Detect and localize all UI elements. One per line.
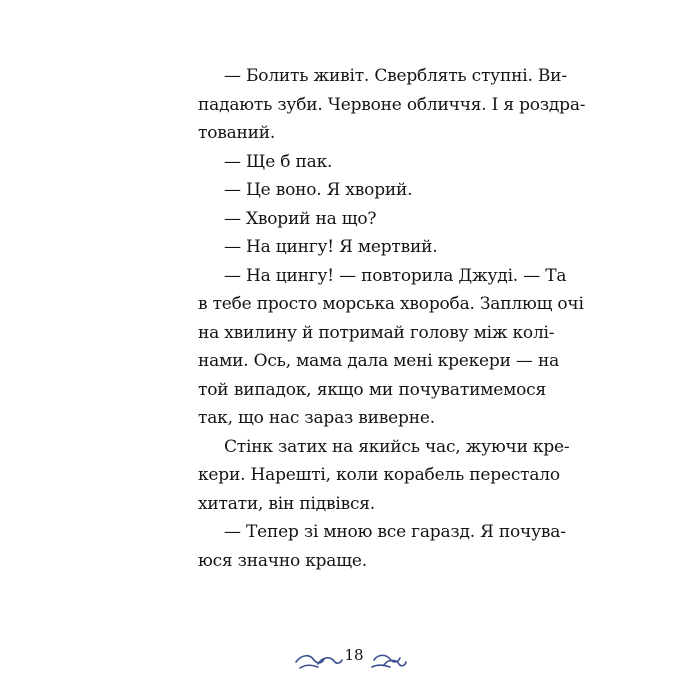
wave-right-3 (372, 665, 390, 667)
paragraph (172, 62, 586, 148)
wave-right-2 (384, 660, 406, 665)
text-line: юся значно краще. (198, 550, 367, 571)
text-line: на хвилину й потримай голову між колі- (198, 322, 555, 343)
text-line: — Тепер зі мною все гаразд. Я почува- (224, 522, 566, 542)
wave-left-3 (300, 665, 318, 668)
paragraph (172, 233, 546, 262)
text-line: кери. Нарешті, коли корабель перестало (198, 465, 560, 485)
text-line: — На цингу! Я мертвий. (224, 237, 438, 257)
paragraph (172, 518, 566, 575)
text-line: падають зуби. Червоне обличчя. І я роздра- (198, 94, 586, 115)
paragraph (172, 176, 546, 205)
text-line: хитати, він підвівся. (198, 493, 376, 514)
text-line: — Це воно. Я хворий. (224, 180, 413, 200)
text-line: той випадок, якщо ми почуватимемося (198, 379, 546, 400)
text-line: — Хворий на що? (224, 208, 377, 229)
text-line: в тебе просто морська хвороба. Заплющ очі (198, 294, 584, 314)
text-line: — Ще б пак. (224, 151, 333, 172)
paragraph (172, 433, 570, 519)
text-line: тований. (198, 123, 276, 143)
text-line: — Болить живіт. Сверблять ступні. Ви- (224, 66, 567, 86)
page-number: 18 (344, 646, 364, 664)
paragraph (172, 205, 546, 234)
text-line: так, що нас зараз виверне. (198, 408, 435, 428)
paragraph (172, 148, 546, 177)
text-line: Стінк затих на якийсь час, жуючи кре- (224, 436, 570, 457)
text-line: — На цингу! — повторила Джуді. — Та (224, 265, 567, 286)
paragraph (172, 262, 584, 433)
page-body-text (172, 62, 586, 575)
text-line: нами. Ось, мама дала мені крекери — на (198, 351, 560, 371)
